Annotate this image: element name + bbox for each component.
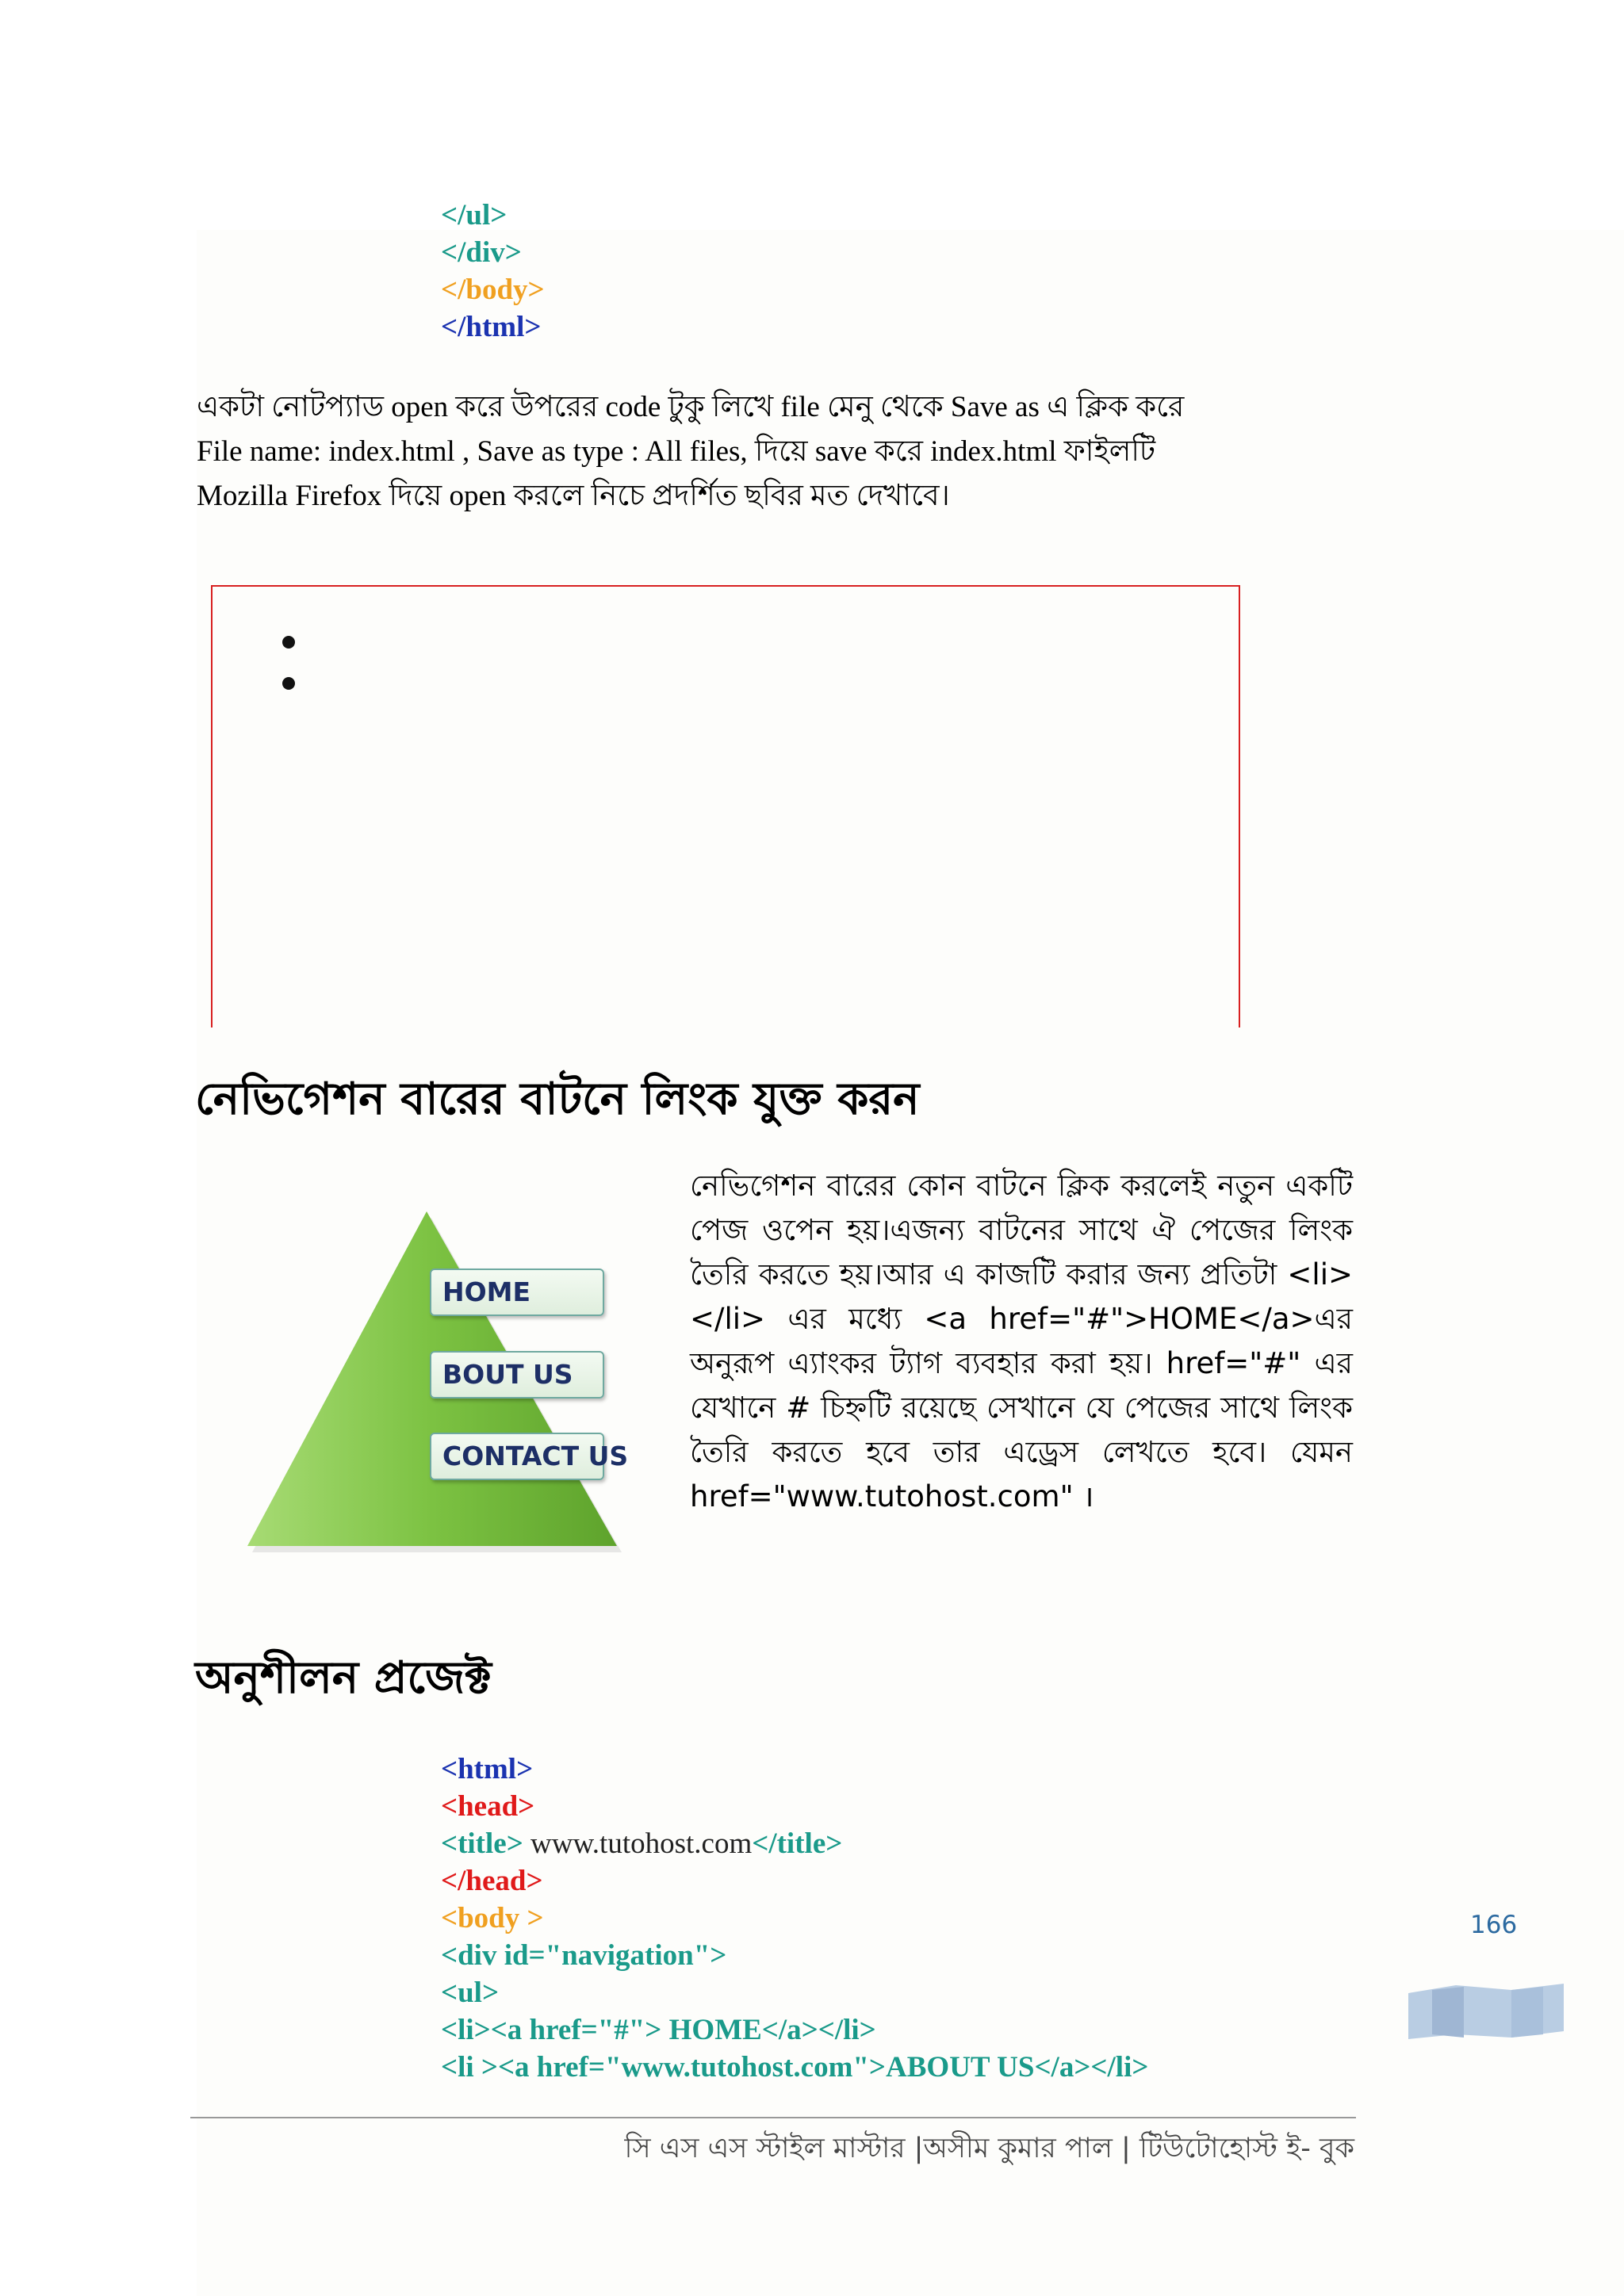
instruction-line-3: Mozilla Firefox দিয়ে open করলে নিচে প্রদর্শিত ছবির মত দেখাবে। [197, 480, 950, 512]
instruction-line-2: File name: index.html , Save as type : All files, দিয়ে save করে index.html ফাইলটি [197, 435, 1156, 468]
code-line: <li ><a href="www.tutohost.com">ABOUT US</a></li> [441, 2051, 1149, 2084]
page-number: 166 [1470, 1911, 1518, 1939]
bullet-icon [282, 677, 295, 690]
code-line: <body > [441, 1902, 544, 1934]
code-line: <li><a href="#"> HOME</a></li> [441, 2014, 876, 2046]
project-heading: অনুশীলন প্রজেক্ট [195, 1652, 492, 1704]
description-paragraph: নেভিগেশন বারের কোন বাটনে ক্লিক করলেই নতুন একটি পেজ ওপেন হয়।এজন্য বাটনের সাথে ঐ পেজের লিংক তৈরি করতে হয়।আর এ কাজটি করার জন্য প্রতিটা <li></li> এর মধ্যে <a href="#">HOME</a>এর অনুরূপ এ্যাংকর ট্যাগ ব্যবহার করা হয়। href="#" এর যেখানে # চিহ্নটি রয়েছে সেখানে যে পেজের সাথে লিংক তৈরি করতে হবে তার এড্রেস লেখতে হবে। যেমন href="www.tutohost.com" । [690, 1169, 1353, 1513]
page-corner-decoration [1408, 1982, 1564, 2042]
code-line: </ul> [441, 199, 508, 232]
code-line: </body> [441, 274, 545, 306]
code-line: <head> [441, 1790, 535, 1823]
code-line: </head> [441, 1865, 543, 1897]
instruction-line-1: একটা নোটপ্যাড open করে উপরের code টুকু লিখে file মেনু থেকে Save as এ ক্লিক করে [197, 391, 1185, 423]
instruction-paragraph [197, 385, 1354, 519]
code-line: <div id="navigation"> [441, 1939, 727, 1972]
section-heading: নেভিগেশন বারের বাটনে লিংক যুক্ত করন [195, 1073, 920, 1125]
nav-about-button: BOUT US [430, 1351, 604, 1399]
code-line: <html> [441, 1753, 534, 1785]
footer-divider [190, 2117, 1356, 2118]
code-line: <ul> [441, 1976, 500, 2009]
code-line: </html> [441, 311, 542, 343]
nav-home-button: HOME [430, 1269, 604, 1316]
nav-contact-button: CONTACT US [430, 1433, 604, 1480]
browser-output-preview [211, 585, 1240, 1027]
footer-text: সি এস এস স্টাইল মাস্টার |অসীম কুমার পাল | টিউটোহোস্ট ই- বুক [624, 2133, 1354, 2164]
bullet-icon [282, 636, 295, 649]
code-line: </div> [441, 236, 522, 269]
code-line: <title> www.tutohost.com</title> [441, 1827, 843, 1860]
